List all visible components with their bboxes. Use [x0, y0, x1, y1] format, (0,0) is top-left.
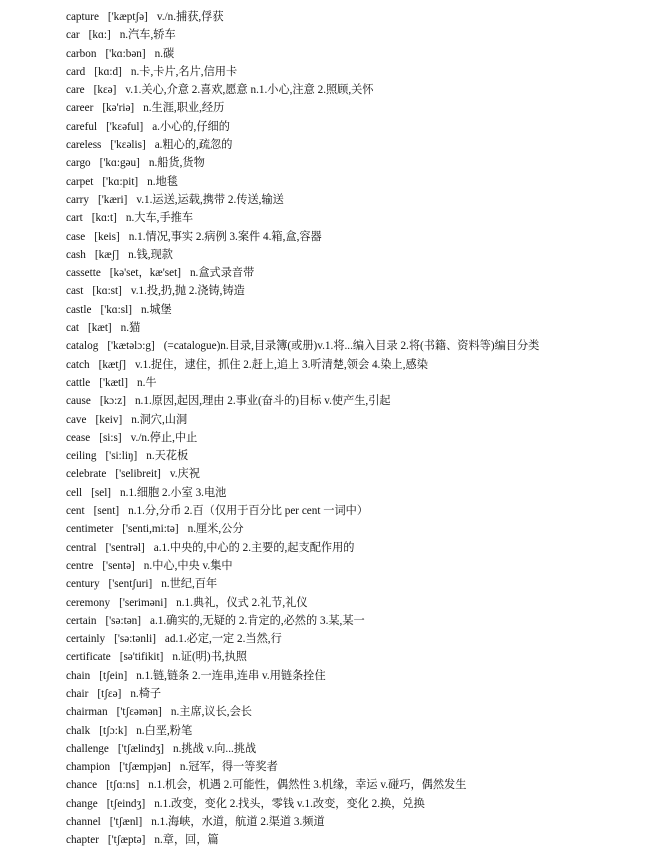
entry-definition: n.地毯: [147, 175, 178, 188]
entry-phonetic: ['kɑ:sl]: [100, 303, 132, 316]
entry-definition: n.大车,手推车: [125, 212, 194, 225]
entry-definition: n.汽车,轿车: [119, 29, 176, 42]
vocab-entry: [66, 831, 656, 849]
entry-phonetic: ['tʃæptə]: [107, 834, 146, 847]
vocab-entry: [66, 282, 656, 300]
entry-definition: n.天花板: [146, 450, 189, 463]
entry-definition: n.1.典礼，仪式 2.礼节,礼仪: [176, 596, 308, 609]
entry-phonetic: ['selibreit]: [115, 468, 161, 481]
entry-phonetic: ['tʃɛəmən]: [116, 706, 162, 719]
vocab-entry: [66, 758, 656, 776]
entry-definition: n.1.原因,起因,理由 2.事业(奋斗的)目标 v.使产生,引起: [134, 395, 391, 408]
entry-word: car: [66, 29, 80, 42]
entry-phonetic: ['sentrəl]: [105, 541, 145, 554]
entry-definition: n.洞穴,山洞: [131, 413, 188, 426]
vocab-entry: [66, 136, 656, 154]
vocab-entry: [66, 630, 656, 648]
entry-word: celebrate: [66, 468, 107, 481]
entry-word: century: [66, 578, 100, 591]
entry-phonetic: [sel]: [91, 486, 112, 499]
vocab-entry: [66, 392, 656, 410]
entry-phonetic: ['seriməni]: [119, 596, 168, 609]
entry-definition: n.1.情况,事实 2.病例 3.案件 4.箱,盒,容器: [128, 230, 322, 243]
entry-phonetic: [tʃɔ:k]: [99, 724, 128, 737]
entry-phonetic: ['kætəlɔ:g]: [107, 340, 155, 353]
entry-word: certificate: [66, 651, 111, 664]
entry-phonetic: ['tʃænl]: [109, 816, 143, 829]
entry-word: change: [66, 797, 98, 810]
entry-word: certain: [66, 614, 97, 627]
vocab-entry: [66, 301, 656, 319]
entry-word: capture: [66, 11, 99, 23]
vocab-entry: [66, 374, 656, 392]
vocab-entry: [66, 319, 656, 337]
vocab-entry: [66, 740, 656, 758]
entry-word: cassette: [66, 267, 101, 280]
entry-word: cargo: [66, 157, 91, 170]
entry-word: catch: [66, 358, 90, 371]
entry-word: cease: [66, 431, 91, 444]
vocab-entry: [66, 484, 656, 502]
entry-word: chair: [66, 687, 89, 700]
entry-definition: a.粗心的,疏忽的: [154, 139, 233, 152]
vocab-entry: [66, 337, 656, 355]
vocab-entry: [66, 502, 656, 520]
vocab-entry: [66, 575, 656, 593]
vocab-entry: [66, 594, 656, 612]
vocab-entry: [66, 99, 656, 117]
entry-definition: n.主席,议长,会长: [170, 706, 252, 719]
entry-definition: n.钱,现款: [128, 248, 173, 261]
entry-word: careless: [66, 139, 102, 152]
entry-definition: n.厘米,公分: [187, 523, 244, 536]
entry-definition: n.世纪,百年: [161, 578, 218, 591]
entry-definition: n.冠军，得一等奖者: [179, 761, 278, 774]
entry-phonetic: [keis]: [94, 230, 120, 243]
entry-phonetic: ['kɑ:gəu]: [99, 157, 140, 170]
entry-definition: a.1.中央的,中心的 2.主要的,起支配作用的: [153, 541, 355, 554]
vocab-entry: [66, 776, 656, 794]
entry-definition: n.1.机会，机遇 2.可能性，偶然性 3.机缘，幸运 v.碰巧，偶然发生: [148, 779, 467, 792]
entry-definition: n.船货,货物: [148, 157, 205, 170]
entry-phonetic: [sə'tifikit]: [119, 651, 164, 664]
entry-phonetic: [tʃɑ:ns]: [106, 779, 140, 792]
entry-word: cast: [66, 285, 84, 298]
entry-phonetic: ['kɛəlis]: [110, 139, 146, 152]
vocab-entry: [66, 703, 656, 721]
vocab-entry: [66, 228, 656, 246]
entry-phonetic: [keiv]: [95, 413, 123, 426]
entry-phonetic: ['sentʃuri]: [108, 578, 153, 591]
entry-definition: v.庆祝: [169, 468, 200, 481]
entry-word: certainly: [66, 633, 106, 646]
vocab-entry: [66, 154, 656, 172]
entry-definition: n.椅子: [130, 687, 162, 700]
vocab-entry: [66, 81, 656, 99]
entry-definition: n.卡,卡片,名片,信用卡: [130, 65, 238, 78]
entry-word: central: [66, 541, 97, 554]
entry-definition: v.1.运送,运载,携带 2.传送,输送: [136, 193, 284, 206]
entry-phonetic: ['sentə]: [102, 559, 135, 572]
entry-definition: ad.1.必定,一定 2.当然,行: [164, 633, 282, 646]
entry-definition: n.碳: [154, 47, 175, 60]
vocab-entry: [66, 191, 656, 209]
entry-definition: n.1.分,分币 2.百（仅用于百分比 per cent 一词中）: [128, 505, 369, 518]
entry-word: cave: [66, 413, 87, 426]
entry-phonetic: [tʃɛə]: [97, 687, 122, 700]
entry-phonetic: ['kæptʃə]: [107, 11, 148, 23]
vocab-entry: [66, 8, 656, 26]
vocab-entry: [66, 648, 656, 666]
entry-definition: n.证(明)书,执照: [172, 651, 247, 664]
entry-phonetic: ['kɛəful]: [106, 120, 144, 133]
entry-word: chairman: [66, 706, 108, 719]
entry-phonetic: ['sə:tən]: [105, 614, 141, 627]
entry-word: card: [66, 65, 86, 78]
entry-phonetic: ['kæri]: [97, 193, 128, 206]
entry-phonetic: ['si:liŋ]: [105, 450, 138, 463]
entry-phonetic: [kɛə]: [93, 84, 117, 97]
vocab-entry: [66, 465, 656, 483]
entry-word: channel: [66, 816, 101, 829]
entry-word: cart: [66, 212, 83, 225]
entry-definition: n.1.链,链条 2.一连串,连串 v.用链条拴住: [136, 669, 326, 682]
entry-phonetic: [kɑ:d]: [94, 65, 122, 78]
entry-word: careful: [66, 120, 98, 133]
vocab-entry: [66, 813, 656, 831]
vocab-entry: [66, 429, 656, 447]
vocab-entry: [66, 539, 656, 557]
vocab-entry: [66, 520, 656, 538]
entry-definition: a.小心的,仔细的: [152, 120, 230, 133]
entry-definition: n.章，回，篇: [154, 834, 219, 847]
vocab-entry: [66, 667, 656, 685]
entry-word: ceremony: [66, 596, 111, 609]
entry-definition: n.生涯,职业,经历: [143, 102, 225, 115]
entry-phonetic: [kə'set，kæ'set]: [109, 267, 181, 280]
entry-word: cattle: [66, 376, 91, 389]
entry-definition: a.1.确实的,无疑的 2.肯定的,必然的 3.某,某一: [150, 614, 365, 627]
entry-phonetic: ['senti,mi:tə]: [122, 523, 179, 536]
entry-word: cause: [66, 395, 91, 408]
vocab-entry: [66, 722, 656, 740]
entry-word: carry: [66, 193, 89, 206]
entry-word: care: [66, 84, 85, 97]
entry-word: centre: [66, 559, 94, 572]
entry-definition: v.1.投,扔,抛 2.浇铸,铸造: [130, 285, 245, 298]
entry-word: champion: [66, 761, 111, 774]
entry-word: challenge: [66, 742, 109, 755]
entry-definition: v./n.停止,中止: [130, 431, 198, 444]
entry-word: cent: [66, 505, 85, 518]
entry-word: cash: [66, 248, 86, 261]
entry-definition: n.1.细胞 2.小室 3.电池: [120, 486, 227, 499]
entry-phonetic: ['tʃæmpjən]: [119, 761, 171, 774]
entry-word: carbon: [66, 47, 97, 60]
vocab-entry: [66, 356, 656, 374]
entry-word: chapter: [66, 834, 99, 847]
vocab-entry: [66, 612, 656, 630]
entry-word: cell: [66, 486, 83, 499]
entry-phonetic: [kæʃ]: [94, 248, 120, 261]
entry-phonetic: [kɑ:t]: [91, 212, 117, 225]
vocab-entry: [66, 795, 656, 813]
entry-word: carpet: [66, 175, 94, 188]
entry-phonetic: ['kɑ:pit]: [102, 175, 139, 188]
entry-phonetic: [tʃein]: [99, 669, 128, 682]
entry-phonetic: ['kɑ:bən]: [105, 47, 146, 60]
vocab-entry: [66, 209, 656, 227]
vocab-entry: [66, 173, 656, 191]
entry-definition: v.1.捉住，逮住，抓住 2.赶上,追上 3.听清楚,领会 4.染上,感染: [134, 358, 428, 371]
entry-definition: n.盒式录音带: [189, 267, 255, 280]
vocab-entry: [66, 557, 656, 575]
vocab-entry: [66, 118, 656, 136]
entry-word: castle: [66, 303, 92, 316]
entry-phonetic: [sent]: [93, 505, 120, 518]
entry-phonetic: [kɑ:st]: [92, 285, 122, 298]
entry-definition: n.猫: [120, 322, 141, 335]
entry-definition: n.城堡: [140, 303, 172, 316]
entry-phonetic: [si:s]: [99, 431, 122, 444]
entry-definition: n.白垩,粉笔: [136, 724, 193, 737]
vocab-entry: [66, 45, 656, 63]
entry-phonetic: [kɔ:z]: [99, 395, 126, 408]
vocabulary-list: [66, 8, 656, 850]
entry-word: chalk: [66, 724, 91, 737]
vocab-entry: [66, 246, 656, 264]
entry-phonetic: [kætʃ]: [98, 358, 126, 371]
vocab-entry: [66, 264, 656, 282]
vocab-entry: [66, 411, 656, 429]
entry-definition: n.中心,中央 v.集中: [143, 559, 233, 572]
entry-word: catalog: [66, 340, 99, 353]
entry-definition: n.1.海峡，水道，航道 2.渠道 3.频道: [151, 816, 325, 829]
entry-definition: v.1.关心,介意 2.喜欢,愿意 n.1.小心,注意 2.照顾,关怀: [125, 84, 374, 97]
vocab-entry: [66, 26, 656, 44]
entry-word: ceiling: [66, 450, 97, 463]
entry-definition: n.牛: [136, 376, 157, 389]
entry-phonetic: [kɑ:]: [88, 29, 111, 42]
vocab-entry: [66, 685, 656, 703]
entry-phonetic: ['kætl]: [99, 376, 128, 389]
entry-word: case: [66, 230, 86, 243]
entry-word: career: [66, 102, 94, 115]
vocab-entry: [66, 447, 656, 465]
entry-phonetic: [tʃeindʒ]: [106, 797, 146, 810]
entry-word: chance: [66, 779, 98, 792]
entry-word: cat: [66, 322, 80, 335]
entry-phonetic: ['tʃælindʒ]: [117, 742, 165, 755]
entry-phonetic: [kə'riə]: [102, 102, 135, 115]
entry-definition: v./n.捕获,俘获: [156, 11, 224, 23]
entry-definition: n.1.改变，变化 2.找头，零钱 v.1.改变，变化 2.换，兑换: [154, 797, 425, 810]
vocab-entry: [66, 63, 656, 81]
entry-word: centimeter: [66, 523, 114, 536]
entry-word: chain: [66, 669, 91, 682]
entry-phonetic: [kæt]: [88, 322, 112, 335]
entry-definition: (=catalogue)n.目录,目录簿(或册)v.1.将...编入目录 2.将(书籍、资料等)编目分类: [163, 340, 540, 353]
entry-phonetic: ['sə:tənli]: [114, 633, 156, 646]
entry-definition: n.挑战 v.向...挑战: [173, 742, 257, 755]
